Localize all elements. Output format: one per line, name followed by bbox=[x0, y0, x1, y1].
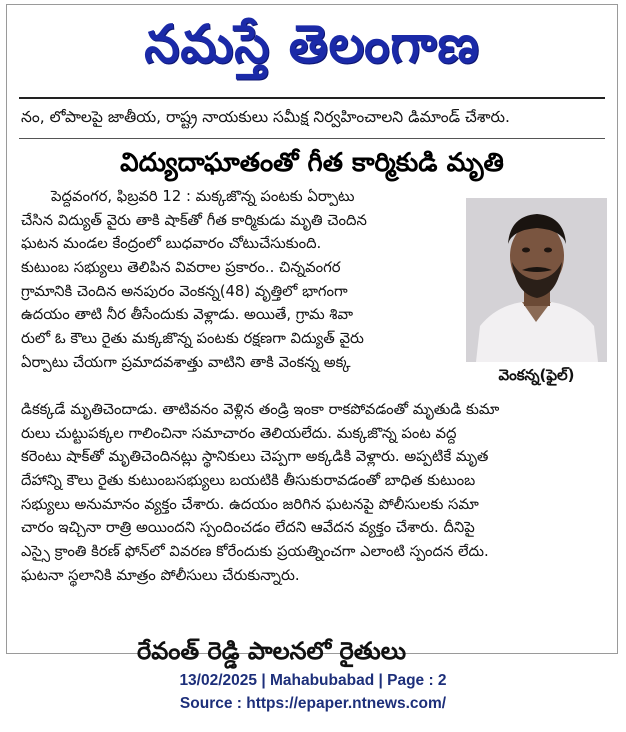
victim-photo bbox=[466, 198, 607, 362]
body-line: రులు చుట్టుపక్కల గాలించినా సమాచారం తెలియలేదు. మక్కజొన్న పంట వద్ద bbox=[21, 424, 457, 442]
body-line: రులో ఓ కౌలు రైతు మక్కజొన్న పంటకు రక్షణగా విద్యుత్ వైరు bbox=[21, 330, 364, 348]
article-body-beside-photo bbox=[21, 185, 461, 375]
portrait-image bbox=[466, 198, 607, 362]
next-article-heading-cropped: రేవంత్ రెడ్డి పాలనలో రైతులు bbox=[137, 637, 407, 665]
masthead-logo: నమస్తే తెలంగాణ bbox=[144, 13, 480, 75]
body-line: కరెంటు షాక్‌తో మృతిచెందినట్లు స్థానికులు చెప్పగా అక్కడికి వెళ్లారు. అప్పటికే మృత bbox=[21, 448, 489, 466]
body-line: చారం ఇచ్చినా రాత్రి అయిందని స్పందించడం లేదని ఆవేదన వ్యక్తం చేశారు. దీనిపై bbox=[21, 519, 475, 537]
article-headline: విద్యుదాఘాతంతో గీత కార్మికుడి మృతి bbox=[120, 148, 504, 178]
body-line: ఘటన మండల కేంద్రంలో బుధవారం చోటుచేసుకుంది. bbox=[21, 235, 322, 253]
article-divider bbox=[19, 138, 605, 139]
clipping-frame bbox=[6, 4, 618, 665]
body-line: గ్రామానికి చెందిన అనపురం వెంకన్న(48) వృత్తిలో భాగంగా bbox=[21, 282, 348, 300]
article-body-full-width bbox=[21, 398, 609, 588]
body-line: పెద్దవంగర, ఫిబ్రవరి 12 : మక్కజొన్న పంటకు ఏర్పాటు bbox=[51, 188, 355, 205]
previous-article-tail: నం, లోపాలపై జాతీయ, రాష్ట్ర నాయకులు సమీక్ష నిర్వహించాలని డిమాండ్ చేశారు. bbox=[21, 108, 510, 126]
photo-caption: వెంకన్న(ఫైల్) bbox=[498, 366, 575, 384]
body-line: ఉదయం తాటి నీర తీసేందుకు వెళ్లాడు. అయితే, గ్రామ శివా bbox=[21, 306, 353, 324]
footer-source-link[interactable]: Source : https://epaper.ntnews.com/ bbox=[179, 695, 447, 712]
body-line: ఎస్సై క్రాంతి కిరణ్ ఫోన్‌లో వివరణ కోరేందుకు ప్రయత్నించగా ఎలాంటి స్పందన లేదు. bbox=[21, 543, 489, 561]
body-line: ఘటనా స్థలానికి మాత్రం పోలీసులు చేరుకున్నారు. bbox=[21, 566, 300, 584]
footer-edition-info: 13/02/2025 | Mahabubabad | Page : 2 bbox=[179, 672, 447, 689]
body-line: కుటుంబ సభ్యులు తెలిపిన వివరాల ప్రకారం.. చిన్నవంగర bbox=[21, 259, 341, 277]
body-line: డికక్కడే మృతిచెందాడు. తాటివనం వెళ్లిన తండ్రి ఇంకా రాకపోవడంతో మృతుడి కుమా bbox=[21, 401, 500, 418]
body-line: చేసిన విద్యుత్ వైరు తాకి షాక్‌తో గీత కార్మికుడు మృతి చెందిన bbox=[21, 211, 367, 229]
body-line: ఏర్పాటు చేయగా ప్రమాదవశాత్తు వాటిని తాకి వెంకన్న అక్క bbox=[21, 353, 351, 371]
body-line: దేహాన్ని కౌలు రైతు కుటుంబసభ్యులు బయటికి తీసుకురావడంతో బాధిత కుటుంబ bbox=[21, 472, 476, 490]
body-line: సభ్యులు అనుమానం వ్యక్తం చేశారు. ఉదయం జరిగిన ఘటనపై పోలీసులకు సమా bbox=[21, 495, 479, 513]
masthead-divider bbox=[19, 97, 605, 99]
masthead bbox=[7, 11, 617, 77]
